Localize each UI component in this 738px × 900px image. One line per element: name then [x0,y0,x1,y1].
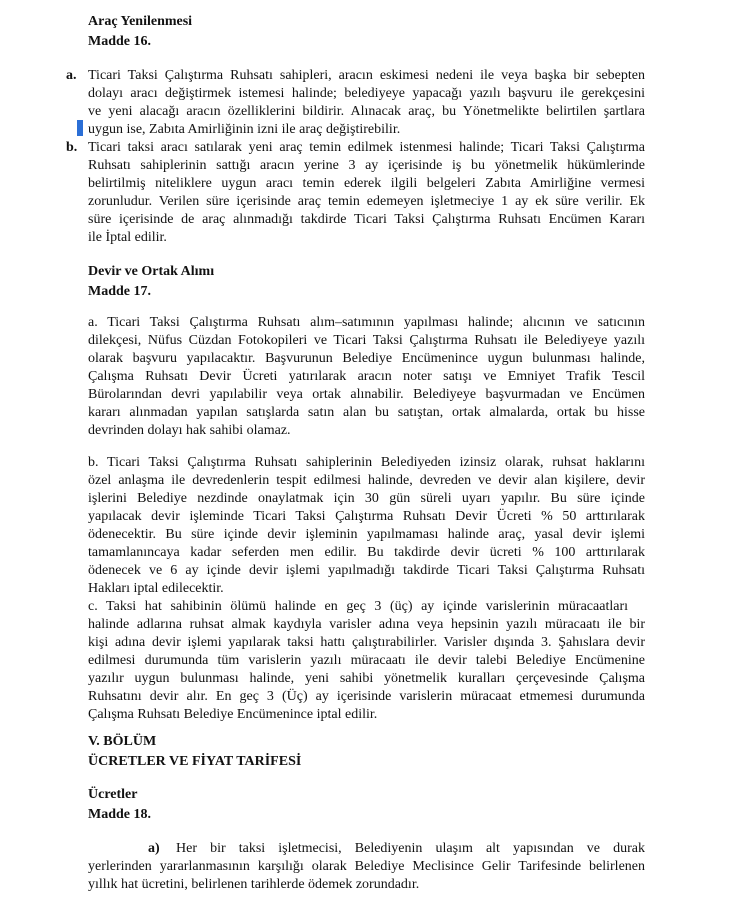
text-cursor-marker [77,120,83,136]
paragraph-line: ve yeni alacağı aracın özelliklerini bildirir. Alınacak araç, bu Yönetmelikte belirtilen şartlara [88,104,645,119]
paragraph-line: yazılır uygun bulunması halinde, yeni sahibi yönetmelik kuralları çerçevesinde Çalışma [88,671,645,686]
article-number-17: Madde 17. [88,284,151,299]
paragraph-line: a. Ticari Taksi Çalıştırma Ruhsatı alım–satımının yapılması halinde; alıcının ve satıcının [88,315,645,330]
paragraph-line: tamamlanıncaya kadar seferden men edilir. Bu takdirde devir ücreti % 100 arttırılarak [88,545,645,560]
paragraph-line: dolayı aracı değiştirmek istemesi halinde; belediyeye yapacağı yazılı başvuru ile gerekçesini [88,86,645,101]
paragraph-line: ödenecek ve 6 ay içinde devir işlemi yapılmadığı takdirde Ticari Taksi Çalıştırma Ruhsatı [88,563,645,578]
item-label-b: b. [66,140,78,155]
paragraph-line: Ruhsatını devir alır. En geç 3 (Üç) ay içerisinde varislerin müracaat etmemesi durumunda [88,689,645,704]
paragraph-line: kararı alınmadan yapılan satışlarda satın alan bu satıştan, ortak almalarda, ortak bu hisse [88,405,645,420]
paragraph-line: edilmesi durumunda tüm varislerin yazılı müracaatı ile devir talebi Belediye Encümenine [88,653,645,668]
paragraph-line: ile İptal edilir. [88,230,167,245]
paragraph-line: belirtilmiş niteliklere uygun aracı temin ederek ilgili belgeleri Zabıta Amirliğine vermesi [88,176,645,191]
paragraph-line: dilekçesi, Nüfus Cüzdan Fotokopileri ve Ticari Taksi Çalıştırma Ruhsatı ile Belediyeye yazılı [88,333,645,348]
article-number-16: Madde 16. [88,34,151,49]
paragraph-line: kişi adına devir işlemi yapılarak taksi hattı çalıştırabilirler. Varisler dışında 3. Şahıslara devir [88,635,645,650]
paragraph-line: süre içerisinde de araç alınmadığı takdirde Ticari Taksi Çalıştırma Ruhsatı Encümen Kararı [88,212,645,227]
paragraph-line: Çalışma Ruhsatı Devir Ücreti yatırılarak aracın noter satışı ve Emniyet Trafik Tescil [88,369,645,384]
article-number-18: Madde 18. [88,807,151,822]
part-number: V. BÖLÜM [88,734,157,749]
paragraph-line: yapılacak devir işleminde Ticari Taksi Çalıştırma Ruhsatı Devir Ücreti % 50 arttırılarak [88,509,645,524]
paragraph-line: halinde adlarına ruhsat almak kaydıyla varisler adına veya hepsinin yazılı müracaatı ile bir [88,617,645,632]
paragraph-line: işlerini Belediye nezdinde onaylatmak için 30 gün süreli uyarı yapılır. Bu süre içinde [88,491,645,506]
paragraph-line: Bürolarından devri yapılabilir veya ortak alınabilir. Belediyeye başvurmadan ve Encümen [88,387,645,402]
section-title-arac-yenilenmesi: Araç Yenilenmesi [88,14,193,29]
paragraph-line: Çalışma Ruhsatı Belediye Encümenince iptal edilir. [88,707,378,722]
paragraph-line: Her bir taksi işletmecisi, Belediyenin ulaşım alt yapısından ve durak [176,841,645,856]
paragraph-line: Ticari Taksi Çalıştırma Ruhsatı sahipleri, aracın eskimesi nedeni ile veya başka bir sebepten [88,68,645,83]
section-title-ucretler: Ücretler [88,787,138,802]
paragraph-line: yıllık hat ücretini, belirlenen tarihlerde ödemek zorundadır. [88,877,420,892]
paragraph-line: c. Taksi hat sahibinin ölümü halinde en geç 3 (üç) ay içinde varislerinin müracaatları [88,599,628,614]
paragraph-line: olarak başvuru yapılacaktır. Başvurunun Belediye Encümenince uygun bulunması halinde, [88,351,645,366]
section-title-devir: Devir ve Ortak Alımı [88,264,215,279]
paragraph-line: ödenecektir. Bu süre içinde devir işleminin yapılmaması halinde araç, yasal devir işlemi [88,527,645,542]
part-title: ÜCRETLER VE FİYAT TARİFESİ [88,754,302,769]
item-label-a-paren: a) [148,841,160,856]
paragraph-line: b. Ticari Taksi Çalıştırma Ruhsatı sahiplerinin Belediyeden izinsiz olarak, ruhsat haklarını [88,455,645,470]
paragraph-line: Hakları iptal edilecektir. [88,581,224,596]
paragraph-line: Ruhsatı sahiplerinin sattığı aracın yerine 3 ay içerisinde iş bu yönetmelik hükümlerinde [88,158,645,173]
paragraph-line: devrinden dolayı hak sahibi olamaz. [88,423,291,438]
paragraph-line: Ticari taksi aracı satılarak yeni araç temin edilmek istenmesi halinde; Ticari Taksi Çalıştırma [88,140,645,155]
paragraph-line: uygun ise, Zabıta Amirliğinin izni ile araç değiştirebilir. [88,122,401,137]
item-label-a: a. [66,68,77,83]
paragraph-line: zorunludur. Verilen süre içerisinde araç temin edemeyen işletmeciye 1 ay ek süre verilir. Ek [88,194,645,209]
paragraph-line: yerlerinden yararlanmasının karşılığı olarak Belediye Meclisince Gelir Tarifesinde belirlenen [88,859,645,874]
paragraph-line: özel anlaşma ile devredenlerin tespit edilmesi halinde, devreden ve devir alan kişilere, devir [88,473,645,488]
